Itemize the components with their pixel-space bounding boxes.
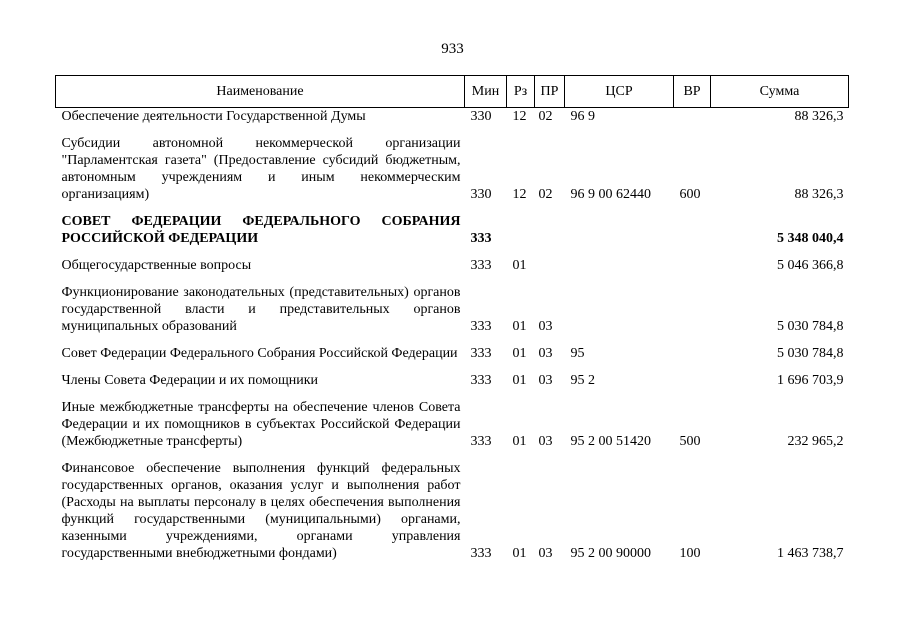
- cell-sum: 88 326,3: [794, 109, 844, 124]
- table-row: [56, 108, 849, 126]
- cell-pr: 03: [538, 319, 553, 334]
- cell-vr: [674, 108, 711, 126]
- table-row: [56, 460, 849, 562]
- cell-sum: 5 030 784,8: [777, 346, 844, 361]
- cell-sum: 5 030 784,8: [777, 319, 844, 334]
- cell-csr: [565, 257, 674, 274]
- row-spacer-cell: [56, 203, 849, 213]
- page-number: 933: [441, 41, 464, 57]
- table-row: [56, 345, 849, 362]
- column-header-vr: ВР: [674, 76, 711, 108]
- cell-name: Функционирование законодательных (представительных) органов государственной власти и представительных органов муниципальных образований: [61, 285, 461, 334]
- row-spacer: [56, 335, 849, 345]
- cell-pr: [535, 213, 565, 247]
- cell-sum: 5 046 366,8: [777, 258, 844, 273]
- cell-vr: 100: [679, 546, 701, 561]
- row-spacer: [56, 125, 849, 135]
- column-header-min: Мин: [465, 76, 507, 108]
- row-spacer: [56, 389, 849, 399]
- cell-name: Совет Федерации Федерального Собрания Российской Федерации: [61, 346, 458, 361]
- cell-vr: [674, 345, 711, 362]
- row-spacer: [56, 203, 849, 213]
- cell-pr: 02: [538, 109, 553, 124]
- cell-name: Финансовое обеспечение выполнения функций федеральных государственных органов, оказания услуг и выполнения работ (Расходы на выплаты персоналу в целях обеспечения выполнения функций государственными (муниципальными) органами, казенными учреждениями, органами управления государственными внебюджетными фондами): [61, 461, 461, 561]
- row-spacer: [56, 450, 849, 460]
- cell-vr: [674, 284, 711, 335]
- table-row: [56, 399, 849, 450]
- cell-min: 333: [470, 373, 492, 388]
- cell-sum: 1 696 703,9: [777, 373, 844, 388]
- cell-pr: 02: [538, 187, 553, 202]
- cell-csr: 95 2 00 90000: [570, 546, 651, 561]
- cell-csr: 95 2: [570, 373, 595, 388]
- table-row: [56, 213, 849, 247]
- cell-sum: 1 463 738,7: [777, 546, 844, 561]
- table-row: [56, 372, 849, 389]
- row-spacer-cell: [56, 335, 849, 345]
- cell-rz: 12: [512, 187, 527, 202]
- row-spacer-cell: [56, 247, 849, 257]
- column-header-sum: Сумма: [711, 76, 849, 108]
- row-spacer: [56, 362, 849, 372]
- cell-sum: 88 326,3: [794, 187, 844, 202]
- column-header-rz: Рз: [507, 76, 535, 108]
- cell-min: 333: [470, 319, 492, 334]
- cell-rz: 01: [512, 546, 527, 561]
- table-header: [56, 76, 849, 108]
- cell-pr: 03: [538, 346, 553, 361]
- row-spacer-cell: [56, 274, 849, 284]
- cell-min: 333: [470, 546, 492, 561]
- cell-vr: 500: [679, 434, 701, 449]
- budget-table: [55, 75, 849, 562]
- cell-sum: 5 348 040,4: [777, 231, 844, 246]
- table-row: [56, 284, 849, 335]
- row-spacer-cell: [56, 362, 849, 372]
- cell-min: 330: [470, 109, 492, 124]
- cell-vr: [674, 213, 711, 247]
- cell-name: Субсидии автономной некоммерческой организации "Парламентская газета" (Предоставление субсидий бюджетным, автономным учреждениям и иным некоммерческим организациям): [61, 136, 461, 202]
- row-spacer: [56, 274, 849, 284]
- cell-min: 333: [470, 231, 492, 246]
- table-row: [56, 135, 849, 203]
- cell-csr: 95 2 00 51420: [570, 434, 651, 449]
- cell-name: Общегосударственные вопросы: [61, 258, 252, 273]
- cell-csr: [565, 284, 674, 335]
- column-header-name: Наименование: [56, 76, 465, 108]
- cell-name: Обеспечение деятельности Государственной Думы: [61, 109, 366, 124]
- cell-pr: [535, 257, 565, 274]
- column-header-pr: ПР: [535, 76, 565, 108]
- cell-name: Члены Совета Федерации и их помощники: [61, 373, 319, 388]
- cell-csr: 95: [570, 346, 585, 361]
- cell-vr: [674, 372, 711, 389]
- cell-min: 330: [470, 187, 492, 202]
- cell-min: 333: [470, 346, 492, 361]
- row-spacer-cell: [56, 450, 849, 460]
- cell-rz: 01: [512, 346, 527, 361]
- row-spacer: [56, 247, 849, 257]
- cell-vr: 600: [679, 187, 701, 202]
- cell-csr: 96 9: [570, 109, 595, 124]
- table-row: [56, 257, 849, 274]
- cell-csr: 96 9 00 62440: [570, 187, 651, 202]
- cell-sum: 232 965,2: [787, 434, 844, 449]
- cell-name: СОВЕТ ФЕДЕРАЦИИ ФЕДЕРАЛЬНОГО СОБРАНИЯ РОССИЙСКОЙ ФЕДЕРАЦИИ: [61, 214, 461, 246]
- row-spacer-cell: [56, 125, 849, 135]
- cell-rz: 01: [512, 434, 527, 449]
- cell-rz: 01: [512, 373, 527, 388]
- cell-pr: 03: [538, 546, 553, 561]
- cell-min: 333: [470, 258, 492, 273]
- cell-pr: 03: [538, 373, 553, 388]
- cell-rz: 12: [512, 109, 527, 124]
- cell-min: 333: [470, 434, 492, 449]
- cell-rz: 01: [512, 258, 527, 273]
- cell-csr: [565, 213, 674, 247]
- cell-name: Иные межбюджетные трансферты на обеспечение членов Совета Федерации и их помощников в субъектах Российской Федерации (Межбюджетные трансферты): [61, 400, 461, 449]
- table-body: [56, 108, 849, 563]
- cell-pr: 03: [538, 434, 553, 449]
- row-spacer-cell: [56, 389, 849, 399]
- cell-vr: [674, 257, 711, 274]
- cell-rz: 01: [512, 319, 527, 334]
- column-header-csr: ЦСР: [565, 76, 674, 108]
- cell-rz: [507, 213, 535, 247]
